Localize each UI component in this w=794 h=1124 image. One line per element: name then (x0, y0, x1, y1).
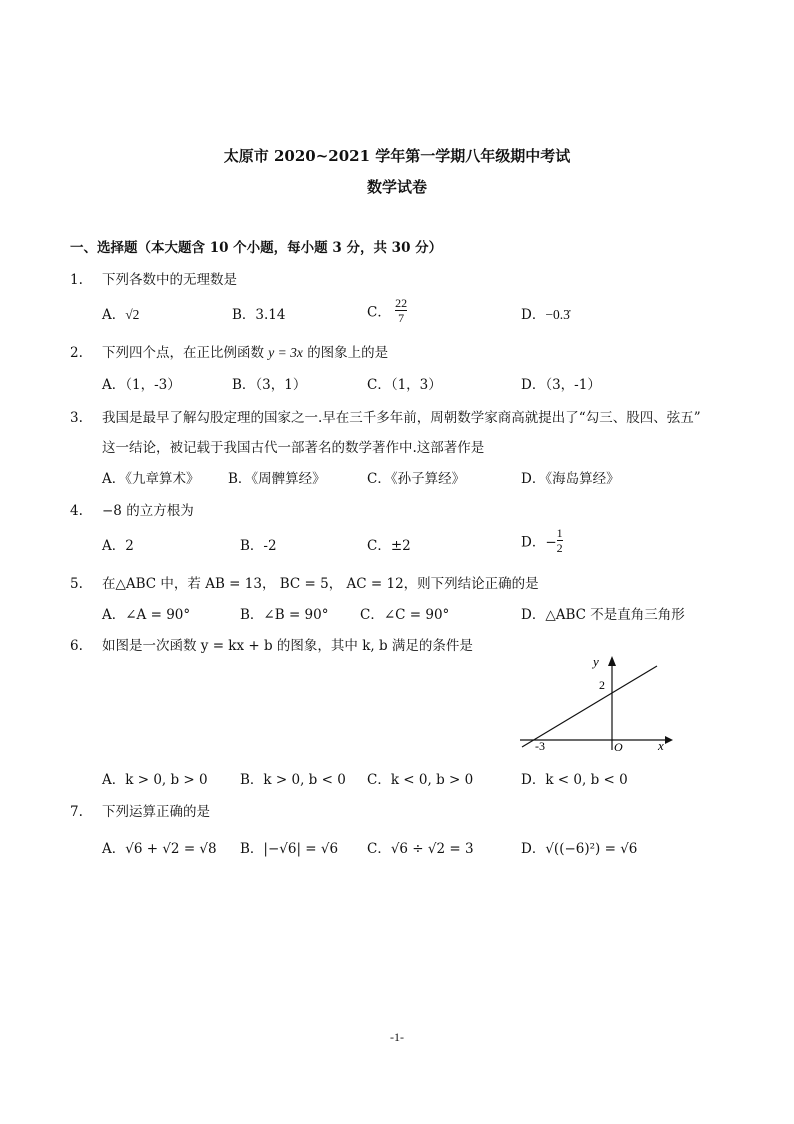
question-2: 2. 下列四个点，在正比例函数 y = 3x 的图象上的是 (70, 345, 389, 361)
q4-option-a: A．2 (102, 538, 134, 554)
q3-option-d: D．《海岛算经》 (521, 471, 620, 487)
q7-option-c: C．√6 ÷ √2 = 3 (367, 841, 474, 857)
q4-option-c: C．±2 (367, 538, 411, 554)
q1-option-c-fraction: $\frac{22}{7}$ (395, 296, 408, 325)
function-expression: y = 3x (268, 345, 303, 360)
q3-option-c: C．《孙子算经》 (367, 471, 466, 487)
q4-option-b: B．-2 (240, 538, 277, 554)
question-number: 7. (70, 804, 83, 820)
question-text: −8 的立方根为 (102, 503, 194, 519)
question-5 (70, 572, 539, 592)
q3-option-a: A．《九章算术》 (102, 471, 200, 487)
question-number: 4. (70, 503, 83, 519)
y-axis-arrow (608, 656, 616, 666)
q6-option-a: A．k > 0, b > 0 (102, 772, 208, 788)
question-number: 2. (70, 345, 83, 361)
q3-option-b: B．《周髀算经》 (228, 471, 326, 487)
section-heading: 一、选择题（本大题含 10 个小题，每小题 3 分，共 30 分） (70, 240, 443, 256)
origin-label: O (614, 740, 623, 752)
question-4 (70, 499, 194, 519)
q1-option-d-value: −0.3̇ (545, 307, 570, 322)
q1-option-c: C． $\frac{22}{7}$ (367, 296, 408, 325)
question-text: 如图是一次函数 y = kx + b 的图象，其中 k, b 满足的条件是 (102, 638, 473, 654)
question-6 (70, 634, 473, 654)
q6-option-b: B．k > 0, b < 0 (240, 772, 346, 788)
question-3 (70, 406, 701, 426)
q2-option-c: C．（1，3） (367, 377, 442, 393)
q7-option-d: D．√((−6)²) = √6 (521, 841, 638, 857)
question-text: 在△ABC 中，若 AB = 13， BC = 5， AC = 12，则下列结论正确的是 (102, 576, 539, 592)
q1-option-b: B．3.14 (232, 307, 286, 323)
x-axis-arrow (665, 736, 673, 744)
y-intercept-label: 2 (599, 678, 605, 692)
q2-option-b: B．（3，1） (232, 377, 307, 393)
page-title: 太原市 2020~2021 学年第一学期八年级期中考试 (223, 147, 571, 165)
question-text: 我国是最早了解勾股定理的国家之一.早在三千多年前，周朝数学家商高就提出了“勾三、股四、弦五” (102, 410, 701, 426)
y-axis-label: y (593, 654, 599, 669)
q5-option-a: A．∠A = 90° (102, 607, 191, 623)
question-3-continued: 这一结论，被记载于我国古代一部著名的数学著作中.这部著作是 (102, 440, 485, 456)
q5-option-c: C．∠C = 90° (360, 607, 450, 623)
q4-option-d: D．− $\frac{1}{2}$ (521, 526, 563, 555)
x-axis-label: x (658, 738, 664, 752)
question-text: 下列运算正确的是 (102, 804, 210, 820)
question-number: 5. (70, 576, 83, 592)
q6-option-d: D．k < 0, b < 0 (521, 772, 628, 788)
q6-option-c: C．k < 0, b > 0 (367, 772, 474, 788)
function-line (522, 666, 657, 747)
q5-option-b: B．∠B = 90° (240, 607, 329, 623)
q2-option-a: A．（1，-3） (102, 377, 181, 393)
question-1 (70, 268, 237, 288)
q7-option-a: A．√6 + √2 = √8 (102, 841, 217, 857)
question-number: 1. (70, 272, 83, 288)
q1-option-a-value: √2 (125, 307, 140, 322)
q1-option-a: A．√2 (102, 307, 140, 323)
page-number: -1- (390, 1030, 404, 1044)
question-text: 下列各数中的无理数是 (102, 272, 237, 288)
question-7 (70, 800, 210, 820)
q1-option-d: D．−0.3̇ (521, 307, 570, 323)
question-number: 6. (70, 638, 83, 654)
q2-option-d: D．（3，-1） (521, 377, 601, 393)
q4-option-d-fraction: $\frac{1}{2}$ (556, 526, 563, 555)
linear-function-graph (515, 652, 675, 752)
x-intercept-label: -3 (535, 739, 545, 752)
q7-option-b: B．|−√6| = √6 (240, 841, 339, 857)
q5-option-d: D．△ABC 不是直角三角形 (521, 607, 685, 623)
page-subtitle: 数学试卷 (366, 178, 427, 196)
question-number: 3. (70, 410, 83, 426)
